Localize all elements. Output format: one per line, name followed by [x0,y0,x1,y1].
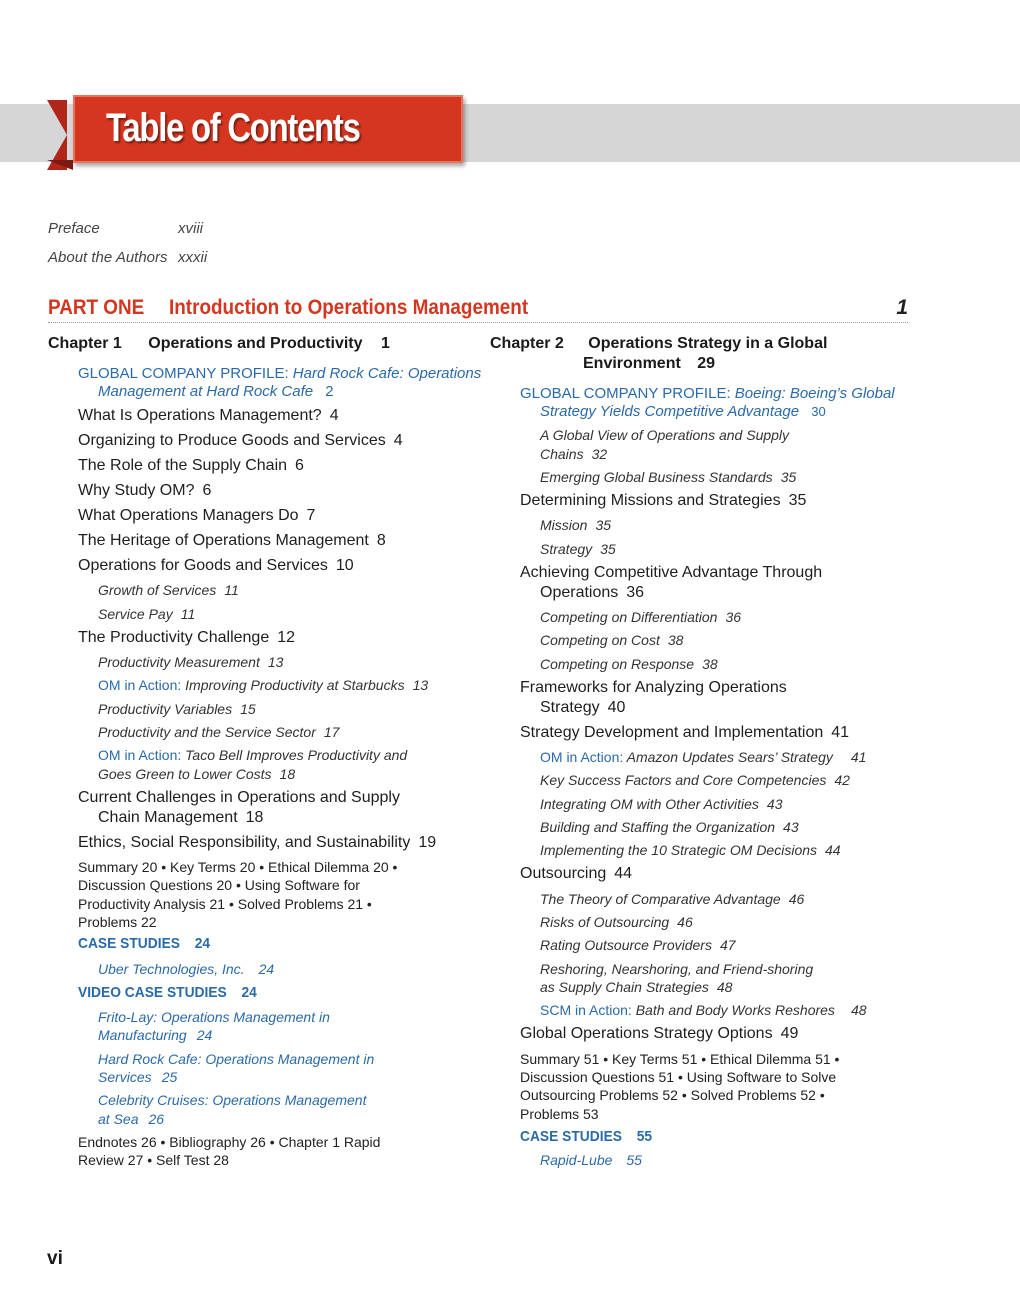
entry-label: Celebrity Cruises: Operations Management [98,1092,367,1108]
toc-entry[interactable] [520,1025,798,1043]
entry-label: Building and Staffing the Organization [540,819,776,835]
entry-label: Chain Management [98,809,238,826]
entry-label: Bath and Body Works Reshores [635,1002,835,1018]
chapter-endmatter-line: Endnotes 26 • Bibliography 26 • Chapter 1 Rapid [78,1134,381,1150]
entry-page: 18 [245,809,264,826]
entry-label: The Heritage of Operations Management [78,532,369,549]
entry-page: 47 [719,937,736,953]
entry-label: Risks of Outsourcing [540,914,670,930]
entry-label: Outsourcing [520,865,607,882]
toc-entry[interactable] [520,865,632,883]
om-in-action-entry[interactable] [98,746,407,764]
toc-subentry[interactable] [540,818,799,836]
toc-entry[interactable] [520,724,849,742]
entry-page: 4 [393,432,403,449]
entry-label: Operations for Goods and Services [78,557,328,574]
entry-page: 32 [591,446,608,462]
entry-page: 10 [335,557,354,574]
chapter-title-line1: Operations Strategy in a Global [588,335,828,352]
om-in-action-entry[interactable] [98,676,428,694]
entry-page: 40 [607,699,626,716]
case-studies-page: 55 [636,1128,653,1145]
toc-subentry[interactable] [540,516,611,534]
entry-label: Goes Green to Lower Costs [98,766,272,782]
entry-label: Manufacturing [98,1027,187,1043]
entry-label: Reshoring, Nearshoring, and Friend-shoring [540,961,814,977]
chapter-2-heading[interactable] [490,335,827,353]
chapter-summary-line: Problems 22 [78,914,157,930]
toc-entry[interactable] [78,629,295,647]
toc-subentry[interactable] [540,795,782,813]
part-heading[interactable] [48,296,908,323]
toc-subentry[interactable] [98,723,339,741]
entry-page: 55 [626,1152,642,1168]
entry-page: 35 [595,517,612,533]
ribbon-fold [47,160,73,170]
entry-page: 35 [788,492,807,509]
chapter-summary-line: Productivity Analysis 21 • Solved Problems 21 • [78,896,372,912]
entry-label: What Operations Managers Do [78,507,299,524]
toc-subentry[interactable] [540,468,796,486]
profile-page: 2 [325,383,334,400]
page-title: Table of Contents [106,106,360,150]
entry-label: Integrating OM with Other Activities [540,796,759,812]
entry-label: Implementing the 10 Strategic OM Decisions [540,842,818,858]
entry-label: The Productivity Challenge [78,629,270,646]
entry-page: 4 [329,407,339,424]
case-studies-page: 24 [194,935,211,952]
profile-title-line1: Boeing: Boeing’s Global [734,385,895,402]
entry-label: Strategy [540,541,593,557]
entry-label: at Sea [98,1111,139,1127]
entry-page: 26 [148,1111,165,1127]
case-studies-label: CASE STUDIES [78,935,180,952]
toc-entry-about-authors[interactable] [48,249,208,266]
entry-label: Key Success Factors and Core Competencies [540,772,827,788]
chapter-title: Operations and Productivity [148,335,363,352]
chapter-summary-line: Problems 53 [520,1106,599,1122]
om-prefix: OM in Action: [98,747,182,763]
profile-page: 30 [811,404,826,419]
toc-subentry[interactable] [98,581,239,599]
entry-page: 35 [600,541,616,557]
entry-label: Strategy Development and Implementation [520,724,824,741]
toc-subentry[interactable] [540,913,693,931]
entry-label: Why Study OM? [78,482,195,499]
company-profile-ch1-cont[interactable] [98,383,334,401]
entry-page: 6 [202,482,212,499]
profile-title-line2: Strategy Yields Competitive Advantage [540,403,800,420]
entry-label: Competing on Response [540,656,695,672]
video-case-studies-heading[interactable] [78,984,257,1002]
video-case-entry[interactable] [98,1091,366,1109]
entry-page: 24 [258,961,275,977]
chapter-summary-line: Outsourcing Problems 52 • Solved Problems 52 • [520,1087,825,1103]
toc-subentry[interactable] [98,605,195,623]
chapter-summary-line: Summary 20 • Key Terms 20 • Ethical Dilemma 20 • [78,859,398,875]
toc-subentry-cont[interactable] [540,445,607,463]
entry-label: Emerging Global Business Standards [540,469,773,485]
entry-label: Global Operations Strategy Options [520,1025,773,1042]
entry-label: Competing on Cost [540,632,660,648]
company-profile-ch1[interactable] [78,365,481,383]
chapter-label: Chapter 2 [490,335,564,352]
profile-prefix: GLOBAL COMPANY PROFILE: [78,365,289,382]
entry-page: 41 [850,749,867,765]
entry-label: Strategy [540,699,600,716]
entry-page: 38 [702,656,718,672]
toc-subentry[interactable] [98,653,283,671]
toc-entry[interactable] [520,679,787,697]
entry-page: 46 [788,891,805,907]
entry-page: 36 [626,584,645,601]
chapter-endmatter-line: Review 27 • Self Test 28 [78,1152,229,1168]
entry-page: 13 [267,654,284,670]
toc-entry[interactable] [78,834,436,852]
entry-page: 13 [412,677,429,693]
toc-entry[interactable] [520,564,822,582]
entry-label: Hard Rock Cafe: Operations Management in [98,1051,375,1067]
part-title: Introduction to Operations Management [169,296,529,319]
entry-label: Operations [540,584,619,601]
toc-entry-cont[interactable] [540,699,625,717]
entry-page: 18 [279,766,296,782]
chapter-1-heading[interactable] [48,335,390,353]
om-in-action-entry-cont[interactable] [98,765,295,783]
entry-page: 48 [716,979,733,995]
toc-entry[interactable] [78,789,400,807]
video-case-entry-cont[interactable] [98,1068,177,1086]
toc-subentry[interactable] [540,771,850,789]
entry-page: 11 [224,582,239,598]
scm-prefix: SCM in Action: [540,1002,632,1018]
toc-entry[interactable] [78,407,339,425]
entry-page: 19 [418,834,437,851]
page-folio: vi [47,1248,63,1269]
toc-subentry[interactable] [540,426,789,444]
part-page: 1 [896,296,908,319]
video-case-studies-page: 24 [241,984,257,1001]
entry-label: Service Pay [98,606,173,622]
toc-entry[interactable] [78,482,211,500]
entry-page: 43 [783,819,799,835]
entry-label: Productivity Variables [98,701,233,717]
entry-label: Rapid-Lube [540,1152,613,1168]
video-case-studies-label: VIDEO CASE STUDIES [78,984,227,1001]
entry-label: What Is Operations Management? [78,407,322,424]
entry-page: 17 [323,724,340,740]
entry-label: Frito-Lay: Operations Management in [98,1009,330,1025]
chapter-label: Chapter 1 [48,335,122,352]
entry-page: 7 [306,507,316,524]
toc-subentry[interactable] [540,960,813,978]
toc-subentry[interactable] [540,841,841,859]
entry-page: 36 [725,609,742,625]
entry-label: Productivity and the Service Sector [98,724,316,740]
toc-entry-preface[interactable] [48,220,203,237]
entry-label: Mission [540,517,588,533]
entry-label: Chains [540,446,584,462]
om-in-action-entry[interactable] [540,748,866,766]
case-study-entry[interactable] [98,960,274,978]
entry-label: Preface [48,220,100,237]
entry-label: Productivity Measurement [98,654,260,670]
company-profile-ch2-cont[interactable] [540,403,826,421]
entry-label: Ethics, Social Responsibility, and Sustainability [78,834,411,851]
profile-title-line2: Management at Hard Rock Cafe [98,383,314,400]
toc-subentry[interactable] [540,936,736,954]
entry-label: Competing on Differentiation [540,609,718,625]
toc-subentry[interactable] [540,631,683,649]
entry-label: Current Challenges in Operations and Supply [78,789,400,806]
scm-in-action-entry[interactable] [540,1001,867,1019]
entry-label: The Theory of Comparative Advantage [540,891,781,907]
profile-prefix: GLOBAL COMPANY PROFILE: [520,385,731,402]
entry-page: xxxii [178,249,208,266]
chapter-page: 29 [697,355,716,372]
toc-entry[interactable] [78,532,386,550]
video-case-entry[interactable] [98,1050,374,1068]
entry-page: 41 [831,724,850,741]
company-profile-ch2[interactable] [520,385,895,403]
entry-label: Rating Outsource Providers [540,937,712,953]
entry-page: 24 [196,1027,213,1043]
entry-page: 38 [667,632,684,648]
toc-entry[interactable] [78,457,304,475]
entry-page: 8 [376,532,386,549]
toc-subentry-cont[interactable] [540,978,732,996]
video-case-entry-cont[interactable] [98,1110,164,1128]
entry-page: 15 [240,701,256,717]
chapter-summary-line: Discussion Questions 51 • Using Software to Solve [520,1069,837,1085]
entry-page: 12 [277,629,296,646]
chapter-summary-line: Summary 51 • Key Terms 51 • Ethical Dilemma 51 • [520,1051,840,1067]
entry-page: 35 [780,469,797,485]
toc-entry[interactable] [520,492,806,510]
entry-label: Frameworks for Analyzing Operations [520,679,787,696]
case-studies-label: CASE STUDIES [520,1128,622,1145]
chapter-summary-line: Discussion Questions 20 • Using Software for [78,877,360,893]
toc-entry[interactable] [78,507,315,525]
entry-page: 46 [677,914,693,930]
entry-page: xviii [178,220,203,237]
toc-entry-cont[interactable] [98,809,263,827]
entry-label: Determining Missions and Strategies [520,492,781,509]
entry-label: The Role of the Supply Chain [78,457,288,474]
entry-page: 43 [766,796,783,812]
entry-label: Taco Bell Improves Productivity and [185,747,408,763]
entry-label: Achieving Competitive Advantage Through [520,564,823,581]
toc-subentry[interactable] [540,890,804,908]
chapter-page: 1 [380,335,390,352]
video-case-entry-cont[interactable] [98,1026,212,1044]
entry-page: 49 [780,1025,799,1042]
toc-entry[interactable] [78,557,354,575]
entry-page: 44 [825,842,841,858]
entry-label: Improving Productivity at Starbucks [185,677,405,693]
entry-page: 48 [850,1002,867,1018]
entry-page: 6 [295,457,304,474]
case-studies-heading[interactable] [520,1128,652,1146]
entry-label: Services [98,1069,152,1085]
toc-subentry[interactable] [98,700,256,718]
chapter-2-heading-cont[interactable] [583,355,715,373]
om-prefix: OM in Action: [540,749,624,765]
om-prefix: OM in Action: [98,677,182,693]
entry-label: as Supply Chain Strategies [540,979,709,995]
case-study-entry[interactable] [540,1151,642,1169]
entry-label: A Global View of Operations and Supply [540,427,790,443]
entry-label: Organizing to Produce Goods and Services [78,432,386,449]
chapter-title-line2: Environment [583,355,681,372]
toc-entry[interactable] [78,432,403,450]
entry-label: Growth of Services [98,582,217,598]
toc-subentry[interactable] [540,655,718,673]
case-studies-heading[interactable] [78,935,210,953]
entry-page: 42 [834,772,850,788]
profile-title-line1: Hard Rock Cafe: Operations [292,365,482,382]
toc-subentry[interactable] [540,608,741,626]
entry-page: 11 [180,606,196,622]
toc-subentry[interactable] [540,540,616,558]
entry-label: Uber Technologies, Inc. [98,961,245,977]
video-case-entry[interactable] [98,1008,330,1026]
entry-page: 44 [614,865,633,882]
part-label: PART ONE [48,296,145,319]
entry-page: 25 [161,1069,178,1085]
toc-entry-cont[interactable] [540,584,644,602]
entry-label: Amazon Updates Sears’ Strategy [626,749,833,765]
entry-label: About the Authors [48,249,168,266]
